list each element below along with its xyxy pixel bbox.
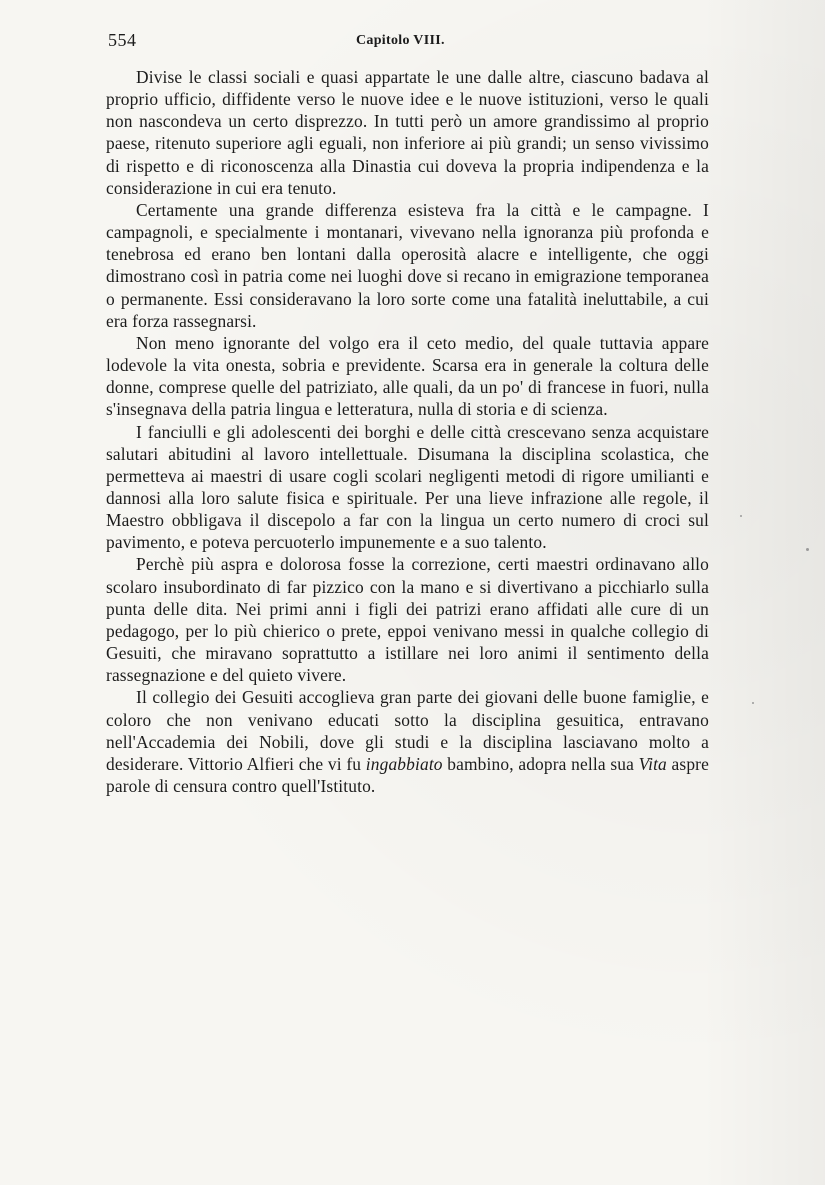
italic-word-ingabbiato: ingabbiato [365, 753, 443, 774]
text-run: aspre parole di censura contro quell'Istituto. [106, 753, 709, 796]
paragraph: Certamente una grande differenza esisteva fra la città e le campagne. I campagnoli, e specialmente i montanari, vivevano nella ignoranza più profonda e tenebrosa ed erano ben lontani dalla operosità alacre e intelligente, che oggi dimostrano così in patria come nei luoghi dove si recano in emigrazione temporanea o permanente. Essi consideravano la loro sorte come una fatalità ineluttabile, a cui era forza rassegnarsi. [106, 199, 709, 331]
page-header [108, 30, 708, 56]
running-head-chapter: Capitolo VIII. [356, 33, 445, 48]
text-run: Il collegio dei Gesuiti accoglieva gran parte dei giovani delle buone famiglie, e coloro che non venivano educati sotto la disciplina gesuitica, entravano nell'Accademia dei Nobili, dove gli studi e la disciplina lasciavano molto a desiderare. Vittorio Alfieri che vi fu [106, 687, 709, 774]
paragraph: Perchè più aspra e dolorosa fosse la correzione, certi maestri ordinavano allo scolaro insubordinato di far pizzico con la mano e si divertivano a picchiarlo sulla punta delle dita. Nei primi anni i figli dei patrizi erano affidati alle cure di un pedagogo, per lo più chierico o prete, eppoi venivano messi in qualche collegio di Gesuiti, che miravano soprattutto a istillare nei loro animi il sentimento della rassegnazione e del quieto vivere. [106, 554, 709, 686]
paragraph: I fanciulli e gli adolescenti dei borghi e delle città crescevano senza acquistare salutari abitudini al lavoro intellettuale. Disumana la disciplina scolastica, che permetteva ai maestri di usare cogli scolari negligenti metodi di rigore umilianti e dannosi alla loro salute fisica e spirituale. Per una lieve infrazione alle regole, il Maestro obbligava il discepolo a far con la lingua un certo numero di croci sul pavimento, e poteva percuoterlo impunemente e a suo talento. [106, 421, 709, 553]
paragraph: Divise le classi sociali e quasi appartate le une dalle altre, ciascuno badava al proprio ufficio, diffidente verso le nuove idee e le nuove istituzioni, verso le quali non nascondeva un certo disprezzo. In tutti però un amore grandissimo al proprio paese, ritenuto superiore agli eguali, non inferiore ai più grandi; un senso vivissimo di rispetto e di riconoscenza alla Dinastia cui doveva la propria indipendenza e la considerazione in cui era tenuto. [106, 67, 709, 198]
text-run: bambino, adopra nella sua [442, 753, 639, 774]
page-number: 554 [108, 30, 137, 50]
scan-speck [740, 515, 742, 517]
paragraph: Non meno ignorante del volgo era il ceto medio, del quale tuttavia appare lodevole la vita onesta, sobria e previdente. Scarsa era in generale la coltura delle donne, comprese quelle del patriziato, alle quali, da un po' di francese in fuori, nulla s'insegnava della patria lingua e letteratura, nulla di storia e di scienza. [106, 332, 709, 420]
italic-title-vita: Vita [638, 753, 667, 774]
scan-speck [806, 548, 809, 551]
paragraph-last [106, 686, 709, 797]
scan-speck [752, 702, 754, 704]
body-text [106, 66, 709, 797]
